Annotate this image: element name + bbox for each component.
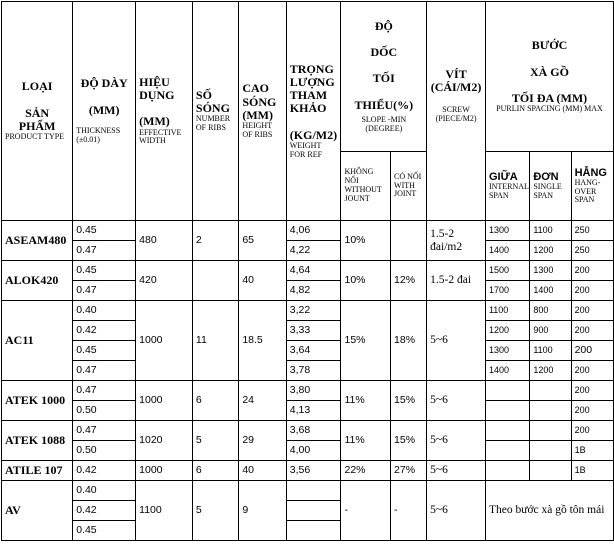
internal-cell: 1100	[485, 301, 529, 321]
single-cell: 1100	[530, 341, 571, 361]
single-cell: 1400	[530, 281, 571, 301]
single-cell	[530, 381, 571, 401]
effective-cell: 1000	[136, 461, 193, 481]
internal-cell: 1300	[485, 221, 529, 241]
thickness-cell: 0.45	[73, 341, 136, 361]
weight-cell: 3,64	[286, 341, 341, 361]
product-name: ALOK420	[2, 261, 73, 301]
single-cell	[530, 461, 571, 481]
header-slope: ĐỘ DỐC TỐI THIỂU(%) SLOPE -MIN (DEGREE)	[341, 2, 427, 152]
single-cell: 900	[530, 321, 571, 341]
height-cell: 18.5	[239, 301, 286, 381]
internal-cell	[485, 441, 529, 461]
slope-no-cell: 22%	[341, 461, 391, 481]
table-row	[2, 381, 614, 401]
product-name: ASEAM480	[2, 221, 73, 261]
internal-cell	[485, 461, 529, 481]
slope-with-cell: 15%	[391, 421, 427, 461]
weight-cell: 4,13	[286, 401, 341, 421]
internal-cell: 1400	[485, 241, 529, 261]
internal-cell	[485, 381, 529, 401]
height-cell: 9	[239, 481, 286, 541]
ribs-cell: 5	[192, 421, 238, 461]
slope-no-cell: 15%	[341, 301, 391, 381]
ribs-cell: 5	[192, 481, 238, 541]
thickness-cell: 0.47	[73, 241, 136, 261]
weight-cell: 4,82	[286, 281, 341, 301]
thickness-cell: 0.47	[73, 281, 136, 301]
hang-cell: 200	[571, 261, 613, 281]
slope-with-cell: -	[391, 481, 427, 541]
hang-cell: 200	[571, 421, 613, 441]
slope-with-cell	[391, 221, 427, 261]
header-single: ĐƠN SINGLE SPAN	[530, 152, 571, 221]
table-row	[2, 301, 614, 321]
ribs-cell: 2	[192, 221, 238, 261]
hang-cell: 200	[571, 381, 613, 401]
slope-no-cell: -	[341, 481, 391, 541]
hang-cell: 200	[571, 281, 613, 301]
height-cell: 65	[239, 221, 286, 261]
screw-cell: 1.5-2 đai/m2	[427, 221, 486, 261]
screw-cell: 5~6	[427, 461, 486, 481]
weight-cell: 4,64	[286, 261, 341, 281]
product-name: AV	[2, 481, 73, 541]
weight-cell: 3,68	[286, 421, 341, 441]
header-slope-with: CÓ NỐI WITH JOINT	[391, 152, 427, 221]
header-ribs: SỐ SÓNG NUMBER OF RIBS	[192, 2, 238, 221]
screw-cell: 5~6	[427, 301, 486, 381]
table-row	[2, 421, 614, 441]
ribs-cell: 11	[192, 301, 238, 381]
header-hang: HẪNG HANG-OVER SPAN	[571, 152, 613, 221]
product-name: ATEK 1088	[2, 421, 73, 461]
hang-cell: 250	[571, 241, 613, 261]
table-row	[2, 281, 614, 301]
internal-cell	[485, 401, 529, 421]
product-name: AC11	[2, 301, 73, 381]
thickness-cell: 0.42	[73, 501, 136, 521]
table-row	[2, 341, 614, 361]
table-row	[2, 481, 614, 501]
screw-cell: 5~6	[427, 421, 486, 461]
weight-cell: 3,80	[286, 381, 341, 401]
effective-cell: 1100	[136, 481, 193, 541]
internal-cell: 1200	[485, 321, 529, 341]
weight-cell	[286, 521, 341, 541]
thickness-cell: 0.50	[73, 401, 136, 421]
thickness-cell: 0.42	[73, 461, 136, 481]
thickness-cell: 0.45	[73, 261, 136, 281]
single-cell: 800	[530, 301, 571, 321]
height-cell: 29	[239, 421, 286, 461]
height-cell: 40	[239, 261, 286, 301]
slope-with-cell: 27%	[391, 461, 427, 481]
ribs-cell: 6	[192, 461, 238, 481]
slope-with-cell: 12%	[391, 261, 427, 301]
single-cell	[530, 441, 571, 461]
product-name: ATILE 107	[2, 461, 73, 481]
weight-cell	[286, 481, 341, 501]
effective-cell: 1000	[136, 381, 193, 421]
hang-cell: 250	[571, 221, 613, 241]
table-row	[2, 241, 614, 261]
internal-cell: 1300	[485, 341, 529, 361]
thickness-cell: 0.40	[73, 301, 136, 321]
slope-no-cell: 11%	[341, 421, 391, 461]
single-cell: 1100	[530, 221, 571, 241]
thickness-cell: 0.47	[73, 361, 136, 381]
screw-cell: 1.5-2 đai	[427, 261, 486, 301]
slope-no-cell: 10%	[341, 261, 391, 301]
ribs-cell	[192, 261, 238, 301]
table-row	[2, 361, 614, 381]
weight-cell: 4,00	[286, 441, 341, 461]
header-thickness: ĐỘ DÀY (MM) THICKNESS (±0.01)	[73, 2, 136, 221]
slope-no-cell: 11%	[341, 381, 391, 421]
header-screw: VÍT (CÁI/M2) SCREW (PIECE/M2)	[427, 2, 486, 221]
effective-cell: 420	[136, 261, 193, 301]
product-name: ATEK 1000	[2, 381, 73, 421]
slope-with-cell: 18%	[391, 301, 427, 381]
weight-cell: 3,33	[286, 321, 341, 341]
header-weight: TRỌNG LƯỢNG THAM KHẢO (KG/M2) WEIGHT FOR REF	[286, 2, 341, 221]
table-row	[2, 221, 614, 241]
weight-cell: 3,56	[286, 461, 341, 481]
thickness-cell: 0.45	[73, 521, 136, 541]
hang-cell: 200	[571, 321, 613, 341]
weight-cell: 3,22	[286, 301, 341, 321]
hang-cell: 200	[571, 301, 613, 321]
slope-no-cell: 10%	[341, 221, 391, 261]
single-cell	[530, 421, 571, 441]
table-row	[2, 401, 614, 421]
header-height: CAO SÓNG (MM) HEIGHT OF RIBS	[239, 2, 286, 221]
single-cell: 1300	[530, 261, 571, 281]
ribs-cell: 6	[192, 381, 238, 421]
thickness-cell: 0.47	[73, 421, 136, 441]
header-internal: GIỮA INTERNAL SPAN	[485, 152, 529, 221]
internal-cell	[485, 421, 529, 441]
internal-cell: 1500	[485, 261, 529, 281]
header-effective: HIỆU DỤNG (MM) EFFECTIVE WIDTH	[136, 2, 193, 221]
internal-cell: 1400	[485, 361, 529, 381]
single-cell: 1200	[530, 361, 571, 381]
weight-cell	[286, 501, 341, 521]
thickness-cell: 0.42	[73, 321, 136, 341]
thickness-cell: 0.45	[73, 221, 136, 241]
hang-cell: 1B	[571, 441, 613, 461]
internal-cell: 1700	[485, 281, 529, 301]
table-row	[2, 261, 614, 281]
height-cell: 40	[239, 461, 286, 481]
weight-cell: 3,78	[286, 361, 341, 381]
hang-cell: 200	[571, 341, 613, 361]
height-cell: 24	[239, 381, 286, 421]
thickness-cell: 0.40	[73, 481, 136, 501]
thickness-cell: 0.50	[73, 441, 136, 461]
hang-cell: 200	[571, 401, 613, 421]
screw-cell: 5~6	[427, 481, 486, 541]
single-cell: 1200	[530, 241, 571, 261]
header-purlin: BƯỚC XÀ GỒ TỐI ĐA (MM) PURLIN SPACING (MM) MAX	[485, 2, 613, 152]
effective-cell: 480	[136, 221, 193, 261]
header-product: LOẠI SẢN PHẨM PRODUCT TYPE	[2, 2, 73, 221]
table-row	[2, 461, 614, 481]
effective-cell: 1020	[136, 421, 193, 461]
weight-cell: 4,06	[286, 221, 341, 241]
purlin-note-cell: Theo bước xà gồ tôn mái	[485, 481, 613, 541]
table-row	[2, 321, 614, 341]
hang-cell: 200	[571, 361, 613, 381]
screw-cell: 5~6	[427, 381, 486, 421]
weight-cell: 4,22	[286, 241, 341, 261]
single-cell	[530, 401, 571, 421]
effective-cell: 1000	[136, 301, 193, 381]
hang-cell: 1B	[571, 461, 613, 481]
thickness-cell: 0.47	[73, 381, 136, 401]
header-slope-no: KHÔNG NỐI WITHOUT JOUNT	[341, 152, 391, 221]
product-spec-table	[1, 1, 614, 541]
table-row	[2, 441, 614, 461]
slope-with-cell: 15%	[391, 381, 427, 421]
